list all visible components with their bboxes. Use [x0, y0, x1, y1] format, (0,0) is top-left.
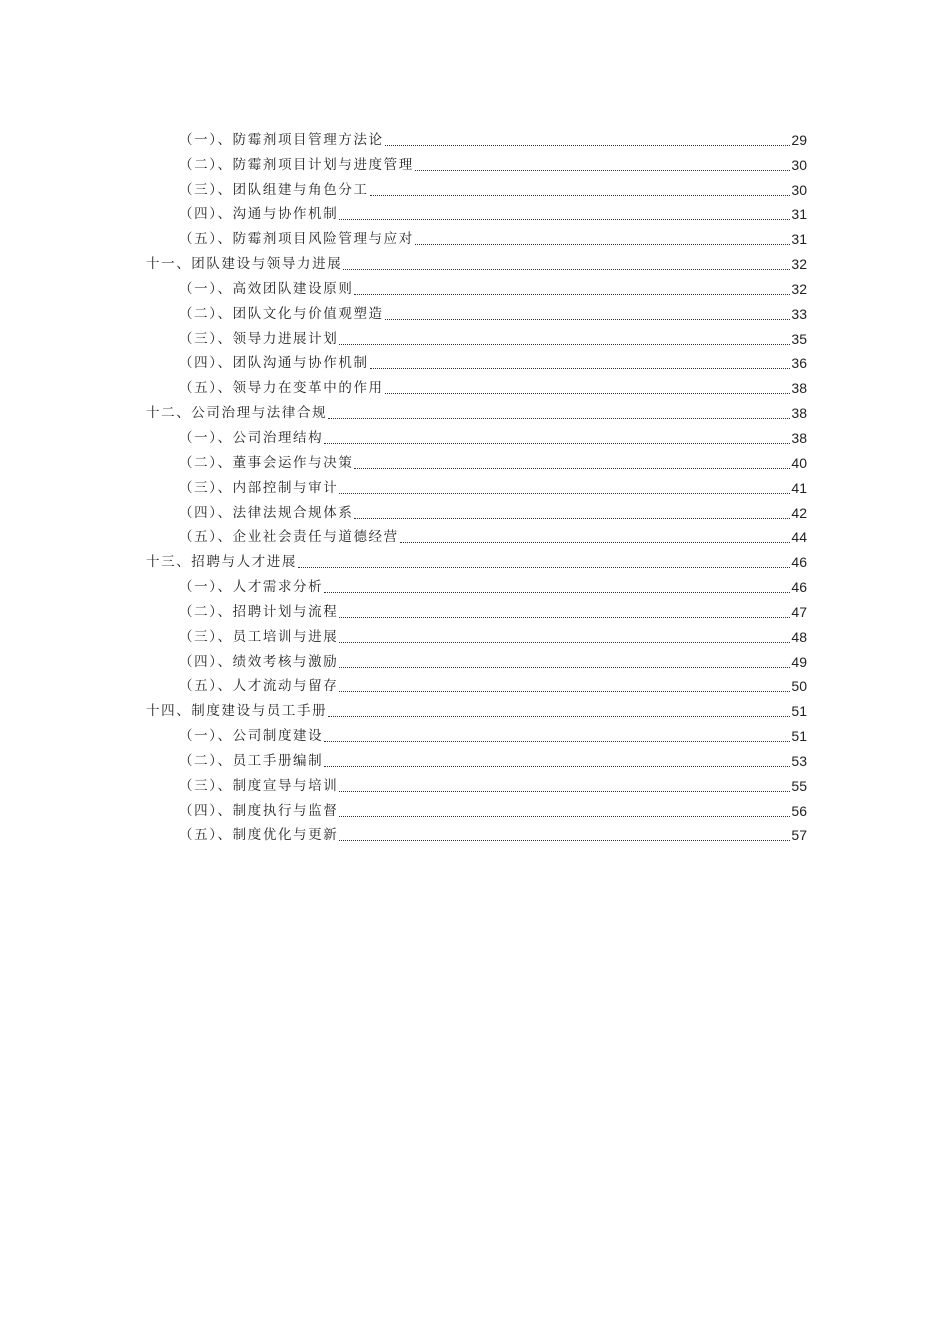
toc-page-number: 30 — [791, 181, 807, 198]
toc-dot-leader — [327, 404, 791, 422]
toc-entry[interactable] — [0, 770, 950, 795]
toc-dot-leader — [338, 205, 791, 223]
toc-dot-leader — [338, 777, 791, 795]
toc-dot-leader — [323, 429, 791, 447]
toc-page-number: 44 — [791, 529, 807, 546]
toc-page-number: 51 — [791, 728, 807, 745]
toc-chapter-entry[interactable] — [0, 397, 950, 422]
toc-entry-title: （三）、制度宣导与培训 — [179, 777, 339, 794]
toc-entry-title: （一）、公司制度建设 — [179, 728, 324, 745]
toc-chapter-title: 十四、制度建设与员工手册 — [146, 703, 328, 720]
toc-page-number: 47 — [791, 603, 807, 620]
toc-entry-title: （五）、制度优化与更新 — [179, 827, 339, 844]
toc-chapter-entry[interactable] — [0, 248, 950, 273]
toc-dot-leader — [338, 802, 791, 820]
toc-chapter-entry[interactable] — [0, 546, 950, 571]
toc-entry-title: （五）、企业社会责任与道德经营 — [179, 529, 399, 546]
toc-entry[interactable] — [0, 646, 950, 671]
toc-page-number: 41 — [791, 479, 807, 496]
toc-page-number: 53 — [791, 752, 807, 769]
toc-entry[interactable] — [0, 497, 950, 522]
toc-entry-title: （一）、高效团队建设原则 — [179, 280, 354, 297]
toc-page-number: 31 — [791, 206, 807, 223]
toc-page-number: 40 — [791, 454, 807, 471]
toc-page-number: 50 — [791, 678, 807, 695]
toc-page-number: 38 — [791, 380, 807, 397]
toc-dot-leader — [414, 230, 792, 248]
toc-page-number: 35 — [791, 330, 807, 347]
toc-page-number: 31 — [791, 231, 807, 248]
toc-page-number: 46 — [791, 554, 807, 571]
toc-page-number: 38 — [791, 429, 807, 446]
toc-dot-leader — [338, 330, 791, 348]
toc-page-number: 36 — [791, 355, 807, 372]
toc-dot-leader — [353, 454, 791, 472]
toc-entry[interactable] — [0, 124, 950, 149]
table-of-contents — [0, 124, 950, 844]
toc-page-number: 30 — [791, 156, 807, 173]
toc-entry-title: （四）、绩效考核与激励 — [179, 653, 339, 670]
toc-entry[interactable] — [0, 820, 950, 845]
toc-page-number: 51 — [791, 703, 807, 720]
toc-page-number: 29 — [791, 131, 807, 148]
toc-entry-title: （五）、领导力在变革中的作用 — [179, 380, 384, 397]
toc-dot-leader — [338, 479, 791, 497]
toc-page-number: 46 — [791, 579, 807, 596]
toc-entry[interactable] — [0, 522, 950, 547]
toc-entry[interactable] — [0, 571, 950, 596]
toc-entry[interactable] — [0, 422, 950, 447]
toc-chapter-title: 十一、团队建设与领导力进展 — [146, 256, 343, 273]
toc-dot-leader — [384, 131, 792, 149]
toc-dot-leader — [369, 354, 792, 372]
toc-entry-title: （二）、董事会运作与决策 — [179, 454, 354, 471]
toc-dot-leader — [399, 528, 792, 546]
toc-entry[interactable] — [0, 720, 950, 745]
toc-entry-title: （五）、人才流动与留存 — [179, 678, 339, 695]
toc-entry[interactable] — [0, 273, 950, 298]
toc-page-number: 38 — [791, 405, 807, 422]
toc-entry[interactable] — [0, 199, 950, 224]
toc-dot-leader — [323, 752, 791, 770]
toc-dot-leader — [353, 504, 791, 522]
toc-page-number: 55 — [791, 777, 807, 794]
toc-entry-title: （二）、防霉剂项目计划与进度管理 — [179, 156, 414, 173]
toc-dot-leader — [414, 156, 792, 174]
toc-dot-leader — [342, 255, 791, 273]
toc-dot-leader — [338, 603, 791, 621]
toc-entry-title: （一）、人才需求分析 — [179, 579, 324, 596]
toc-chapter-entry[interactable] — [0, 695, 950, 720]
toc-dot-leader — [323, 727, 791, 745]
toc-dot-leader — [353, 280, 791, 298]
toc-entry-title: （二）、招聘计划与流程 — [179, 603, 339, 620]
toc-dot-leader — [327, 702, 791, 720]
toc-entry[interactable] — [0, 596, 950, 621]
toc-entry[interactable] — [0, 447, 950, 472]
toc-entry-title: （四）、制度执行与监督 — [179, 802, 339, 819]
toc-entry[interactable] — [0, 323, 950, 348]
toc-page-number: 48 — [791, 628, 807, 645]
toc-entry[interactable] — [0, 223, 950, 248]
toc-entry-title: （一）、公司治理结构 — [179, 429, 324, 446]
toc-entry-title: （四）、法律法规合规体系 — [179, 504, 354, 521]
toc-page-number: 57 — [791, 827, 807, 844]
toc-dot-leader — [323, 578, 791, 596]
toc-page-number: 32 — [791, 256, 807, 273]
toc-dot-leader — [297, 553, 791, 571]
toc-entry[interactable] — [0, 298, 950, 323]
toc-entry-title: （三）、员工培训与进展 — [179, 628, 339, 645]
toc-entry[interactable] — [0, 621, 950, 646]
toc-entry[interactable] — [0, 472, 950, 497]
toc-page-number: 49 — [791, 653, 807, 670]
toc-entry-title: （二）、员工手册编制 — [179, 752, 324, 769]
toc-dot-leader — [384, 305, 792, 323]
toc-entry-title: （三）、团队组建与角色分工 — [179, 181, 369, 198]
toc-chapter-title: 十二、公司治理与法律合规 — [146, 405, 328, 422]
toc-dot-leader — [338, 677, 791, 695]
toc-page-number: 33 — [791, 305, 807, 322]
toc-entry[interactable] — [0, 671, 950, 696]
toc-chapter-title: 十三、招聘与人才进展 — [146, 554, 297, 571]
toc-entry[interactable] — [0, 745, 950, 770]
toc-dot-leader — [338, 826, 791, 844]
toc-dot-leader — [338, 628, 791, 646]
toc-entry[interactable] — [0, 149, 950, 174]
toc-entry[interactable] — [0, 372, 950, 397]
toc-entry-title: （三）、领导力进展计划 — [179, 330, 339, 347]
toc-dot-leader — [338, 653, 791, 671]
toc-page-number: 32 — [791, 280, 807, 297]
toc-entry-title: （四）、团队沟通与协作机制 — [179, 355, 369, 372]
toc-entry[interactable] — [0, 795, 950, 820]
toc-entry-title: （三）、内部控制与审计 — [179, 479, 339, 496]
toc-page-number: 42 — [791, 504, 807, 521]
toc-entry-title: （五）、防霉剂项目风险管理与应对 — [179, 231, 414, 248]
toc-page-number: 56 — [791, 802, 807, 819]
toc-dot-leader — [369, 181, 792, 199]
toc-dot-leader — [384, 379, 792, 397]
toc-entry[interactable] — [0, 348, 950, 373]
toc-entry-title: （一）、防霉剂项目管理方法论 — [179, 131, 384, 148]
toc-entry[interactable] — [0, 174, 950, 199]
toc-entry-title: （二）、团队文化与价值观塑造 — [179, 305, 384, 322]
toc-entry-title: （四）、沟通与协作机制 — [179, 206, 339, 223]
